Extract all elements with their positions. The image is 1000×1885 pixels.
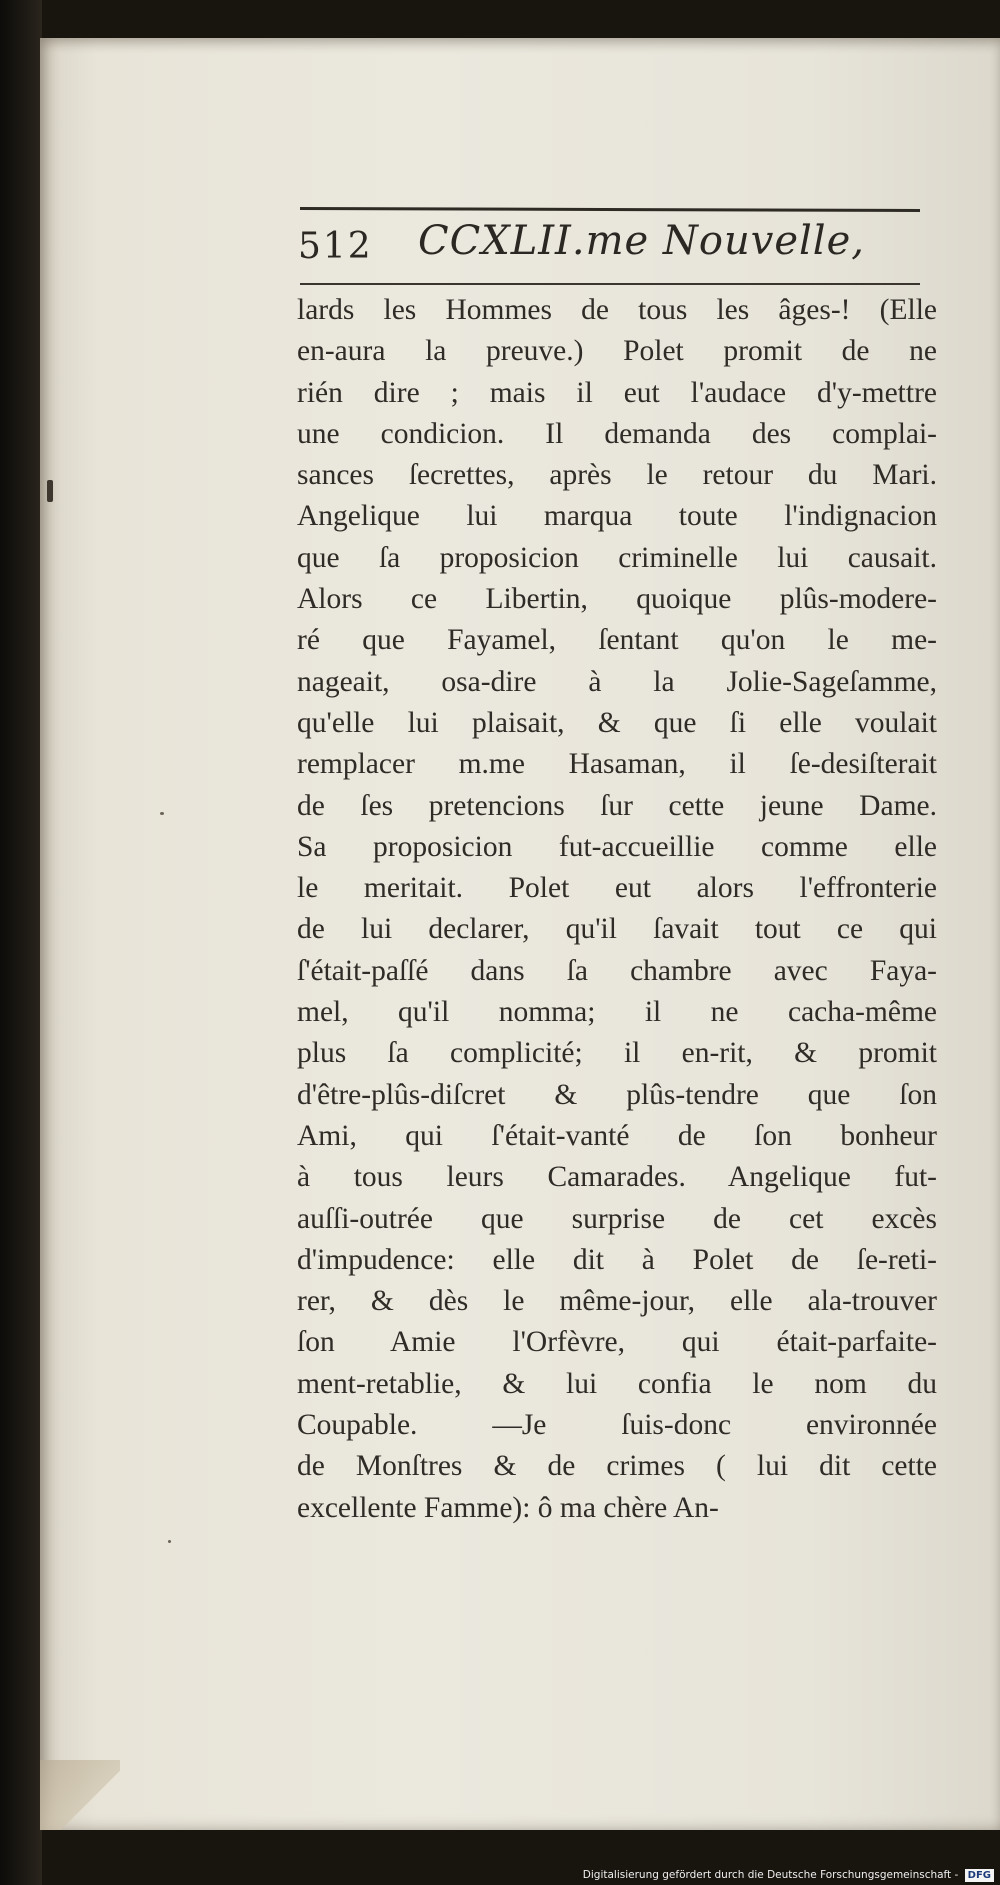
text-line: que ſa proposicion criminelle lui causait. [297, 541, 937, 574]
running-head: CCXLII.me Nouvelle, [418, 218, 865, 264]
text-line: à tous leurs Camarades. Angelique fut- [297, 1161, 937, 1194]
text-line: excellente Famme): ô ma chère An- [297, 1491, 719, 1524]
text-line: auſſi-outrée que surprise de cet excès [297, 1202, 937, 1235]
text-line: rer, & dès le même-jour, elle ala-trouver [297, 1285, 937, 1318]
dfg-logo: DFG [965, 1869, 994, 1882]
digitization-credit [583, 1869, 994, 1882]
text-line: lards les Hommes de tous les âges-! (Elle [297, 294, 937, 326]
paper-speck [160, 812, 164, 815]
text-line: d'impudence: elle dit à Polet de ſe-reti- [297, 1243, 937, 1276]
text-line: d'être-plûs-diſcret & plûs-tendre que ſon [297, 1078, 937, 1111]
text-line: en-aura la preuve.) Polet promit de ne [297, 335, 937, 368]
text-line: ſ'était-paſſé dans ſa chambre avec Faya- [297, 954, 937, 987]
text-line: une condicion. Il demanda des complai- [297, 417, 937, 450]
worn-page-corner [40, 1760, 120, 1830]
text-line: sances ſecrettes, après le retour du Mari. [297, 459, 937, 492]
text-line: de ſes pretencions ſur cette jeune Dame. [297, 789, 937, 822]
text-line: qu'elle lui plaisait, & que ſi elle voulait [297, 706, 937, 739]
text-line: Alors ce Libertin, quoique plûs-modere- [297, 583, 937, 616]
text-line: de Monſtres & de crimes ( lui dit cette [297, 1450, 937, 1483]
page-header [298, 218, 938, 278]
page-number: 512 [298, 226, 373, 267]
text-line: nageait, osa-dire à la Jolie-Sageſamme, [297, 665, 937, 698]
text-line: plus ſa complicité; il en-rit, & promit [297, 1037, 937, 1070]
text-line: le meritait. Polet eut alors l'effronterie [297, 872, 937, 905]
text-line: Angelique lui marqua toute l'indignacion [297, 500, 937, 533]
text-line: ſon Amie l'Orfèvre, qui était-parfaite- [297, 1326, 937, 1359]
text-line: mel, qu'il nomma; il ne cacha-même [297, 996, 937, 1029]
text-line: ré que Fayamel, ſentant qu'on le me- [297, 624, 937, 657]
text-line: Coupable. —Je ſuis-donc environnée [297, 1409, 937, 1442]
text-line: ment-retablie, & lui confia le nom du [297, 1367, 937, 1400]
text-line: remplacer m.me Hasaman, il ſe-desiſterait [297, 748, 937, 781]
paper-speck [47, 480, 53, 502]
body-text [297, 290, 937, 1529]
credit-text: Digitalisierung gefördert durch die Deutsche Forschungsgemeinschaft - [582, 1869, 959, 1881]
paper-speck [168, 1540, 171, 1543]
book-spine-edge [0, 0, 42, 1885]
text-line: Sa proposicion fut-accueillie comme elle [297, 830, 937, 863]
text-line: Ami, qui ſ'était-vanté de ſon bonheur [297, 1119, 937, 1152]
text-line: de lui declarer, qu'il ſavait tout ce qui [297, 913, 937, 946]
text-line: rién dire ; mais il eut l'audace d'y-mettre [297, 376, 937, 409]
header-bottom-rule [300, 283, 920, 285]
